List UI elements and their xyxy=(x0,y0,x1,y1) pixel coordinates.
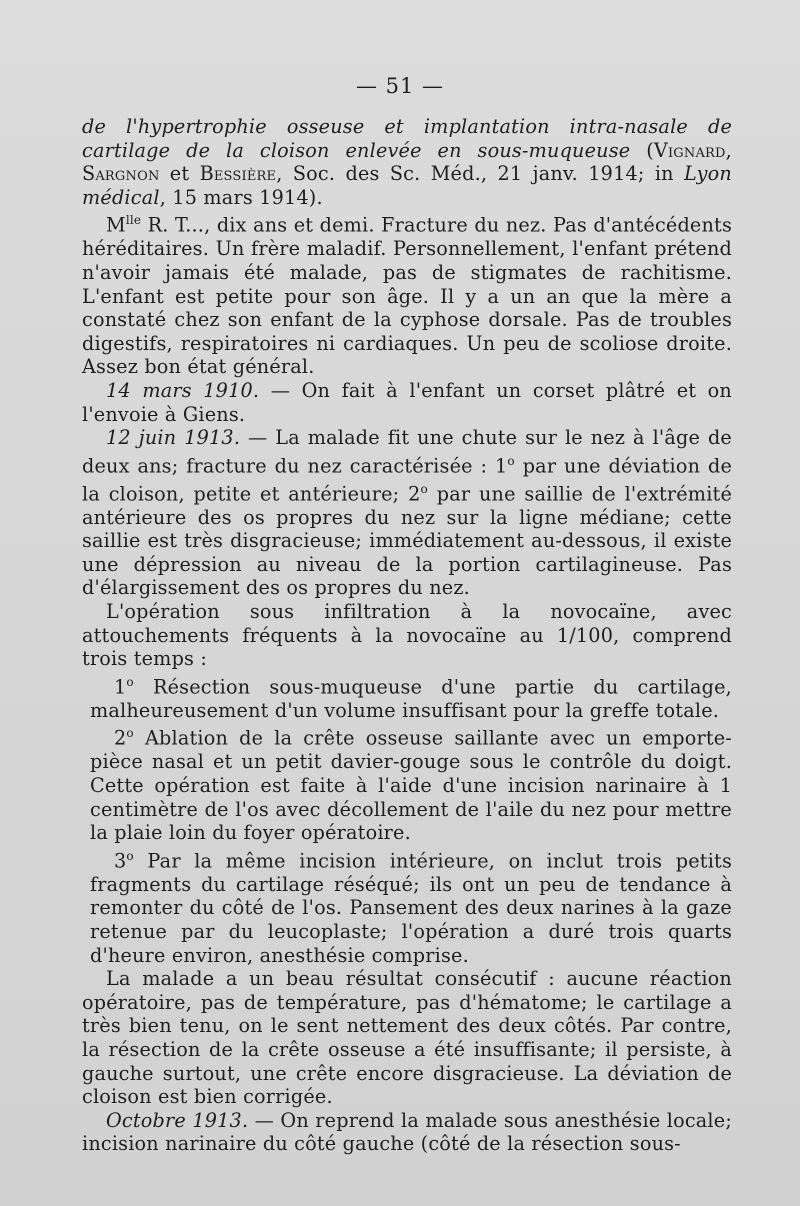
entry-date: 12 juin 1913. xyxy=(106,426,241,450)
operation-step-1: 1$^o$ Résection sous-muqueuse d'une partie du cartilage, malheureusement d'un volume insuffisant pour la greffe totale. xyxy=(90,674,732,722)
entry-date: 14 mars 1910. xyxy=(106,378,260,402)
author-name: Sargnon xyxy=(82,162,160,186)
result-paragraph: La malade a un beau résultat consécutif : aucune réaction opératoire, pas de température, pas d'hématome; le cartilage a très bien tenu, on le sent nettement des deux côtés. Par contre, la résection de la crête osseuse a été insuffisante; il persiste, à gauche surtout, une crête encore disgracieuse. La déviation de cloison est bien corrigée. xyxy=(82,967,732,1109)
operation-intro-paragraph: L'opération sous infiltration à la novocaïne, avec attouchements fréquents à la novocaïne au 1/100, comprend trois temps : xyxy=(82,600,732,671)
author-name: Bessière xyxy=(199,162,277,186)
operation-step-3: 3$^o$ Par la même incision intérieure, on inclut trois petits fragments du cartilage réséqué; ils ont un peu de tendance à remonter du côté de l'os. Pansement des deux narines à la gaze retenue par du leucoplaste; l'opération a duré trois quarts d'heure environ, anesthésie comprise. xyxy=(90,848,732,967)
patient-paragraph: $M^{lle}$ R. T..., dix ans et demi. Fracture du nez. Pas d'antécédents héréditaires. Un frère maladif. Personnellement, l'enfant prétend n'avoir jamais été malade, pas de stigmates de rachitisme. L'enfant est petite pour son âge. Il y a un an que la mère a constaté chez son enfant de la cyphose dorsale. Pas de troubles digestifs, respiratoires ni cardiaques. Un peu de scoliose droite. Assez bon état général. xyxy=(82,213,732,379)
body-text xyxy=(82,115,732,1156)
entry-date: Octobre 1913. xyxy=(106,1108,249,1132)
entry-1910-paragraph: 14 mars 1910. — On fait à l'enfant un corset plâtré et on l'envoie à Giens. xyxy=(82,378,732,426)
page-number: — 51 — xyxy=(355,74,445,98)
reference-paragraph: de l'hypertrophie osseuse et implantation intra-nasale de cartilage de la cloison enlevée en sous-muqueuse (Vignard, Sargnon et Bessière, Soc. des Sc. Méd., 21 janv. 1914; in Lyon médical, 15 mars 1914). xyxy=(82,115,732,209)
author-name: Vignard xyxy=(653,138,726,162)
operation-step-2: 2$^o$ Ablation de la crête osseuse saillante avec un emporte-pièce nasal et un petit davier-gouge sous le contrôle du doigt. Cette opération est faite à l'aide d'une incision narinaire à 1 centimètre de l'os avec décollement de l'aile du nez pour mettre la plaie loin du foyer opératoire. xyxy=(90,726,732,845)
entry-june-1913-paragraph: 12 juin 1913. — La malade fit une chute sur le nez à l'âge de deux ans; fracture du nez caractérisée : 1$^o$ par une déviation de la cloison, petite et antérieure; 2$^o$ par une saillie de l'extrémité antérieure des os propres du nez sur la ligne médiane; cette saillie est très disgracieuse; immédiatement au-dessous, il existe une dépression au niveau de la portion cartilagineuse. Pas d'élargissement des os propres du nez. xyxy=(82,426,732,600)
article-title: de l'hypertrophie osseuse et implantation intra-nasale de cartilage de la cloison enlevée en sous-muqueuse xyxy=(82,115,732,162)
journal-name: Lyon médical xyxy=(82,162,732,209)
entry-october-1913-paragraph: Octobre 1913. — On reprend la malade sous anesthésie locale; incision narinaire du côté gauche (côté de la résection sous- xyxy=(82,1108,732,1156)
